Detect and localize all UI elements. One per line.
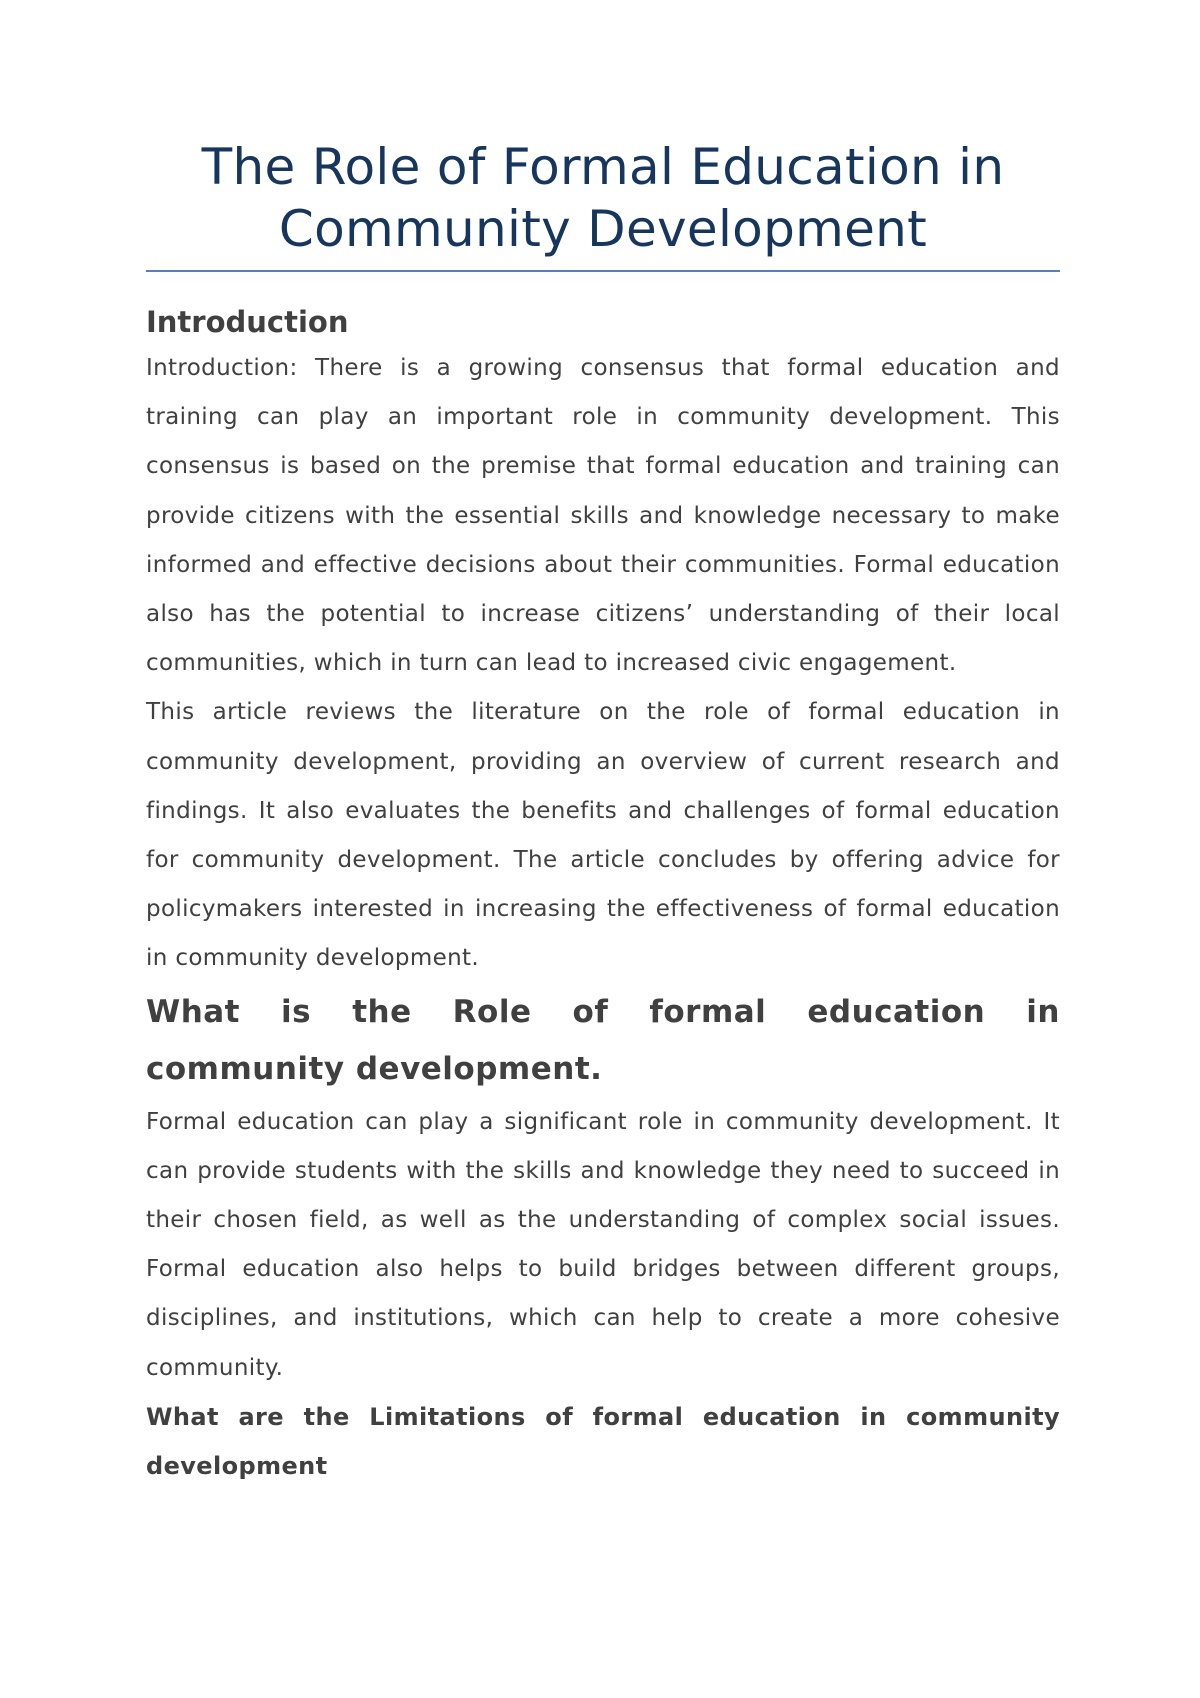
- limitations-heading: What are the Limitations of formal education in community development: [146, 1402, 1060, 1480]
- introduction-paragraph-2: This article reviews the literature on the role of formal education in community development, providing an overview of current research and findings. It also evaluates the benefits and challenges of formal education for community development. The article concludes by offering advice for policymakers interested in increasing the effectiveness of formal education in community development.: [146, 699, 1060, 972]
- role-paragraph: Formal education can play a significant role in community development. It can provide students with the skills and knowledge they need to succeed in their chosen field, as well as the understanding of complex social issues. Formal education also helps to build bridges between different groups, disciplines, and institutions, which can help to create a more cohesive community.: [146, 1108, 1060, 1381]
- introduction-paragraph-1: Introduction: There is a growing consensus that formal education and training can play an important role in community development. This consensus is based on the premise that formal education and training can provide citizens with the essential skills and knowledge necessary to make informed and effective decisions about their communities. Formal education also has the potential to increase citizens’ understanding of their local communities, which in turn can lead to increased civic engagement.: [146, 355, 1060, 677]
- document-page: [146, 136, 1060, 1491]
- introduction-heading: Introduction: [146, 305, 349, 339]
- document-title: The Role of Formal Education in Community Development: [201, 138, 1005, 258]
- title-underline: [146, 270, 1060, 272]
- role-heading: What is the Role of formal education in community development.: [146, 993, 1060, 1087]
